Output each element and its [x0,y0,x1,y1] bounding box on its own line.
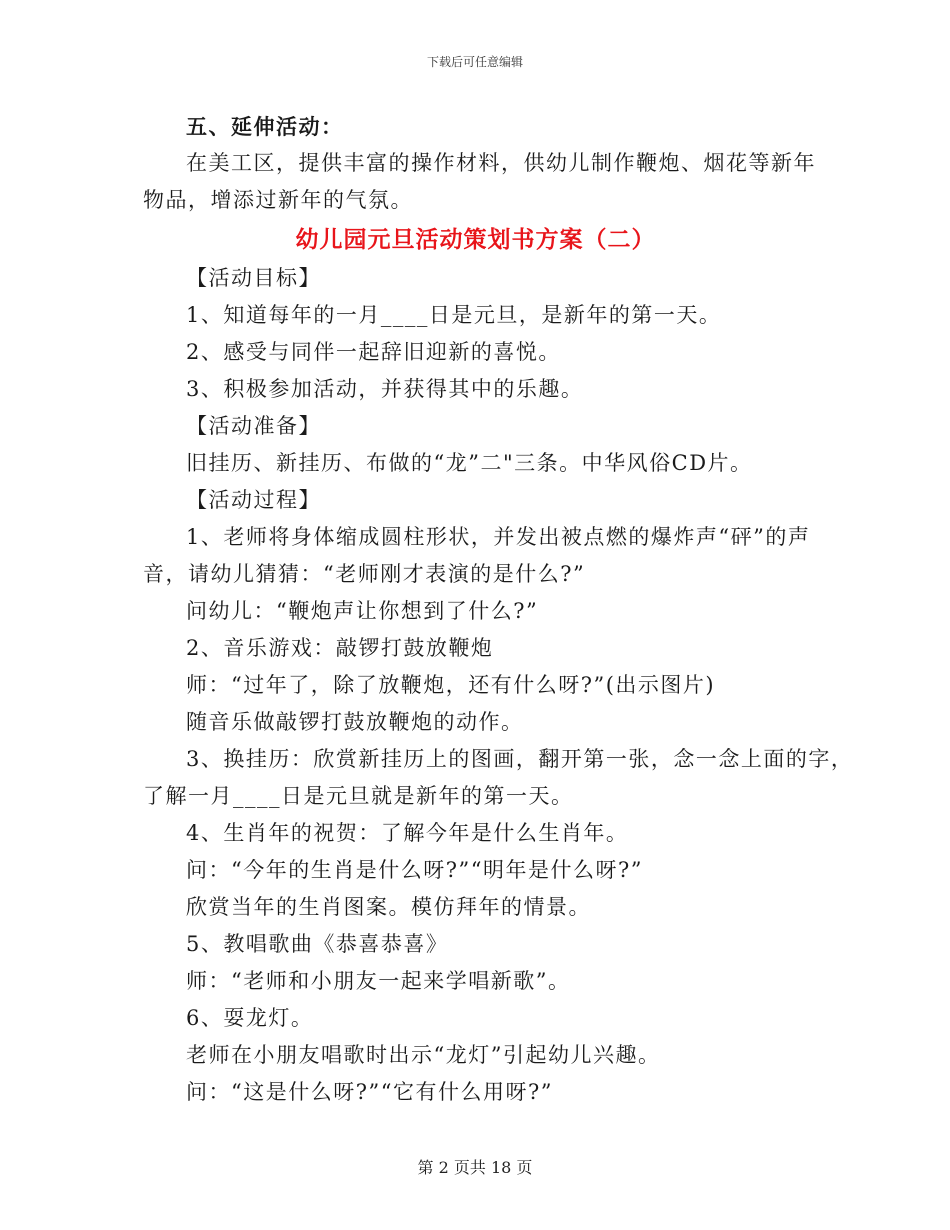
process-text: 老师在小朋友唱歌时出示“龙灯”引起幼儿兴趣。 [186,1043,661,1067]
process-step-continued: 音，请幼儿猜猜：“老师刚才表演的是什么?” [143,562,586,586]
goal-item: 3、积极参加活动，并获得其中的乐趣。 [186,377,584,401]
process-text: 问幼儿：“鞭炮声让你想到了什么?” [186,599,539,623]
process-step-continued: 了解一月____日是元旦就是新年的第一天。 [143,784,574,808]
section-label-process: 【活动过程】 [186,488,321,512]
process-step: 1、老师将身体缩成圆柱形状，并发出被点燃的爆炸声“砰”的声 [186,525,811,549]
section-heading-extension: 五、延伸活动： [186,114,344,139]
process-step: 6、耍龙灯。 [186,1006,314,1030]
document-body [143,108,854,1111]
process-text: 欣赏当年的生肖图案。模仿拜年的情景。 [186,895,591,919]
document-title: 幼儿园元旦活动策划书方案（二） [295,226,656,253]
goal-item: 1、知道每年的一月____日是元旦，是新年的第一天。 [186,303,722,327]
process-text: 问：“今年的生肖是什么呀?”“明年是什么呀?” [186,858,643,882]
process-text: 师：“过年了，除了放鞭炮，还有什么呀?”(出示图片) [186,673,716,697]
paragraph-line: 物品，增添过新年的气氛。 [143,188,413,212]
process-step: 2、音乐游戏：敲锣打鼓放鞭炮 [186,636,494,660]
goal-item: 2、感受与同伴一起辞旧迎新的喜悦。 [186,340,561,364]
preparation-text: 旧挂历、新挂历、布做的“龙”二"三条。中华风俗CD片。 [186,451,753,475]
paragraph-line: 在美工区，提供丰富的操作材料，供幼儿制作鞭炮、烟花等新年 [186,151,816,175]
process-text: 问：“这是什么呀?”“它有什么用呀?” [186,1080,553,1104]
section-label-goals: 【活动目标】 [186,266,321,290]
process-text: 随音乐做敲锣打鼓放鞭炮的动作。 [186,710,524,734]
page-header-note: 下载后可任意编辑 [426,55,523,69]
section-label-preparation: 【活动准备】 [186,414,321,438]
process-step: 3、换挂历：欣赏新挂历上的图画，翻开第一张，念一念上面的字， [186,747,854,771]
process-step: 4、生肖年的祝贺：了解今年是什么生肖年。 [186,821,629,845]
page-footer-number: 第 2 页共 18 页 [417,1158,533,1177]
process-text: 师：“老师和小朋友一起来学唱新歌”。 [186,969,571,993]
process-step: 5、教唱歌曲《恭喜恭喜》 [186,932,449,956]
